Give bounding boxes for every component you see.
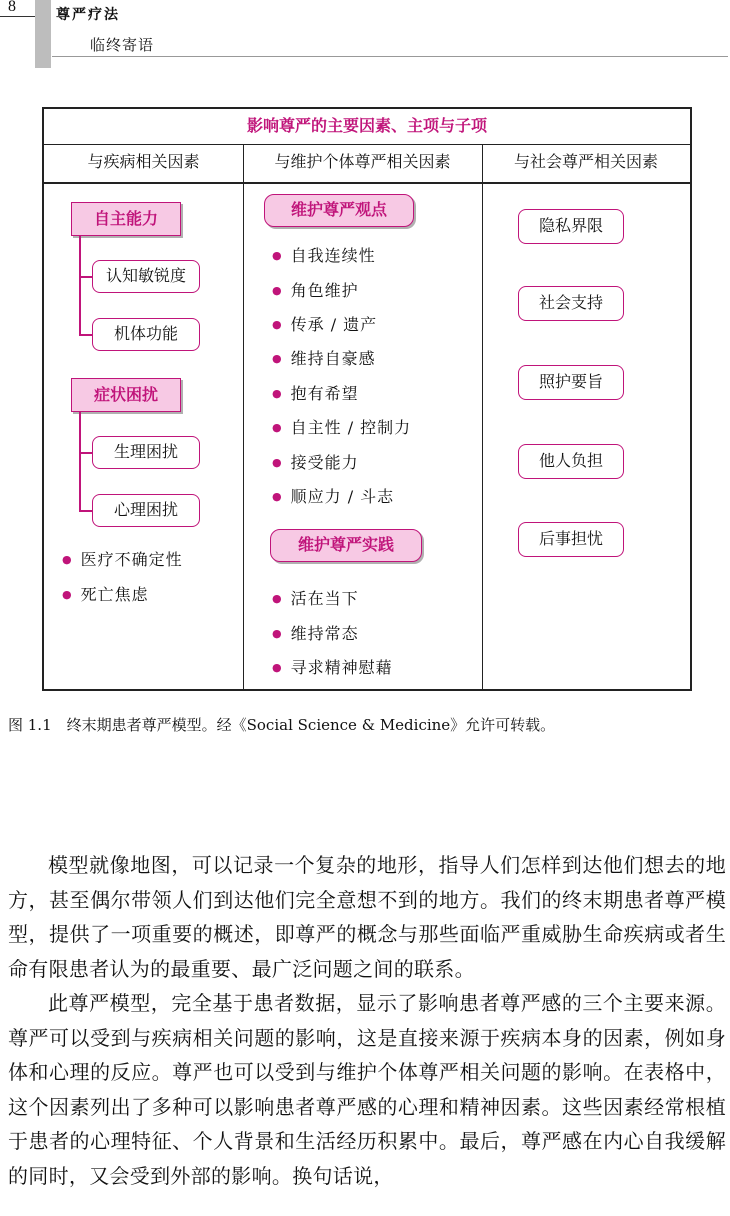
- bullet-autonomy-control: ● 自主性 / 控制力: [272, 415, 411, 438]
- connector: [79, 452, 92, 454]
- tag-social-support: 社会支持: [518, 286, 624, 321]
- tag-functional-capacity: 机体功能: [92, 318, 200, 351]
- tag-dignity-conserving-perspectives: 维护尊严观点: [264, 194, 414, 227]
- header-rule: [52, 56, 728, 57]
- connector: [79, 334, 92, 336]
- bullet-maintaining-normalcy: ● 维持常态: [272, 621, 359, 644]
- bullet-death-anxiety: ● 死亡焦虑: [62, 582, 149, 605]
- tag-level-of-independence: 自主能力: [71, 202, 181, 236]
- header-rule-left: [0, 16, 35, 17]
- dignity-model-figure: [42, 107, 692, 691]
- tag-care-tenor: 照护要旨: [518, 365, 624, 400]
- column-divider: [482, 144, 483, 689]
- page-number: 8: [8, 0, 16, 15]
- bullet-maintenance-of-pride: ● 维持自豪感: [272, 346, 376, 369]
- tag-privacy-boundaries: 隐私界限: [518, 209, 624, 244]
- bullet-role-preservation: ● 角色维护: [272, 278, 359, 301]
- header-gray-bar: [35, 0, 51, 68]
- tag-psychological-distress: 心理困扰: [92, 494, 200, 527]
- bullet-medical-uncertainty: ● 医疗不确定性: [62, 547, 183, 570]
- paragraph-2: 此尊严模型，完全基于患者数据，显示了影响患者尊严感的三个主要来源。尊严可以受到与疾病相关问题的影响，这是直接来源于疾病本身的因素，例如身体和心理的反应。尊严也可以受到与维护个体尊严相关问题的影响。在表格中，这个因素列出了多种可以影响患者尊严感的心理和精神因素。这些因素经常根植于患者的心理特征、个人背景和生活经历积累中。最后，尊严感在内心自我缓解的同时，又会受到外部的影响。换句话说，: [8, 991, 726, 1188]
- bullet-acceptance: ● 接受能力: [272, 450, 359, 473]
- paragraph-1: 模型就像地图，可以记录一个复杂的地形，指导人们怎样到达他们想去的地方，甚至偶尔带领人们到达他们完全意想不到的地方。我们的终末期患者尊严模型，提供了一项重要的概述，即尊严的概念与那些面临严重威胁生命疾病或者生命有限患者认为的最重要、最广泛问题之间的联系。: [8, 853, 726, 981]
- column-divider: [243, 144, 244, 689]
- bullet-resilience: ● 顺应力 / 斗志: [272, 484, 394, 507]
- bullet-seeking-spiritual-comfort: ● 寻求精神慰藉: [272, 655, 393, 678]
- connector: [79, 510, 92, 512]
- column-header-social: 与社会尊严相关因素: [482, 144, 690, 184]
- bullet-hopefulness: ● 抱有希望: [272, 381, 359, 404]
- book-title: 尊严疗法: [56, 7, 120, 23]
- tag-physical-distress: 生理困扰: [92, 436, 200, 469]
- tag-aftermath-concerns: 后事担忧: [518, 522, 624, 557]
- figure-title: 影响尊严的主要因素、主项与子项: [44, 109, 690, 145]
- column-header-dignity-conserving: 与维护个体尊严相关因素: [243, 144, 482, 184]
- bullet-living-in-the-moment: ● 活在当下: [272, 586, 359, 609]
- tag-dignity-conserving-practices: 维护尊严实践: [270, 529, 422, 562]
- tag-cognitive-acuity: 认知敏锐度: [92, 260, 200, 293]
- bullet-generativity-legacy: ● 传承 / 遗产: [272, 312, 377, 335]
- figure-caption: 图 1.1 终末期患者尊严模型。经《Social Science & Medicine》允许可转载。: [8, 716, 556, 734]
- book-subtitle: 临终寄语: [90, 36, 155, 54]
- column-header-illness: 与疾病相关因素: [44, 144, 243, 184]
- connector: [79, 276, 92, 278]
- tag-burden-to-others: 他人负担: [518, 444, 624, 479]
- connector: [79, 236, 81, 336]
- connector: [79, 412, 81, 512]
- tag-symptom-distress: 症状困扰: [71, 378, 181, 412]
- body-text: [8, 848, 726, 1193]
- bullet-continuity-of-self: ● 自我连续性: [272, 243, 376, 266]
